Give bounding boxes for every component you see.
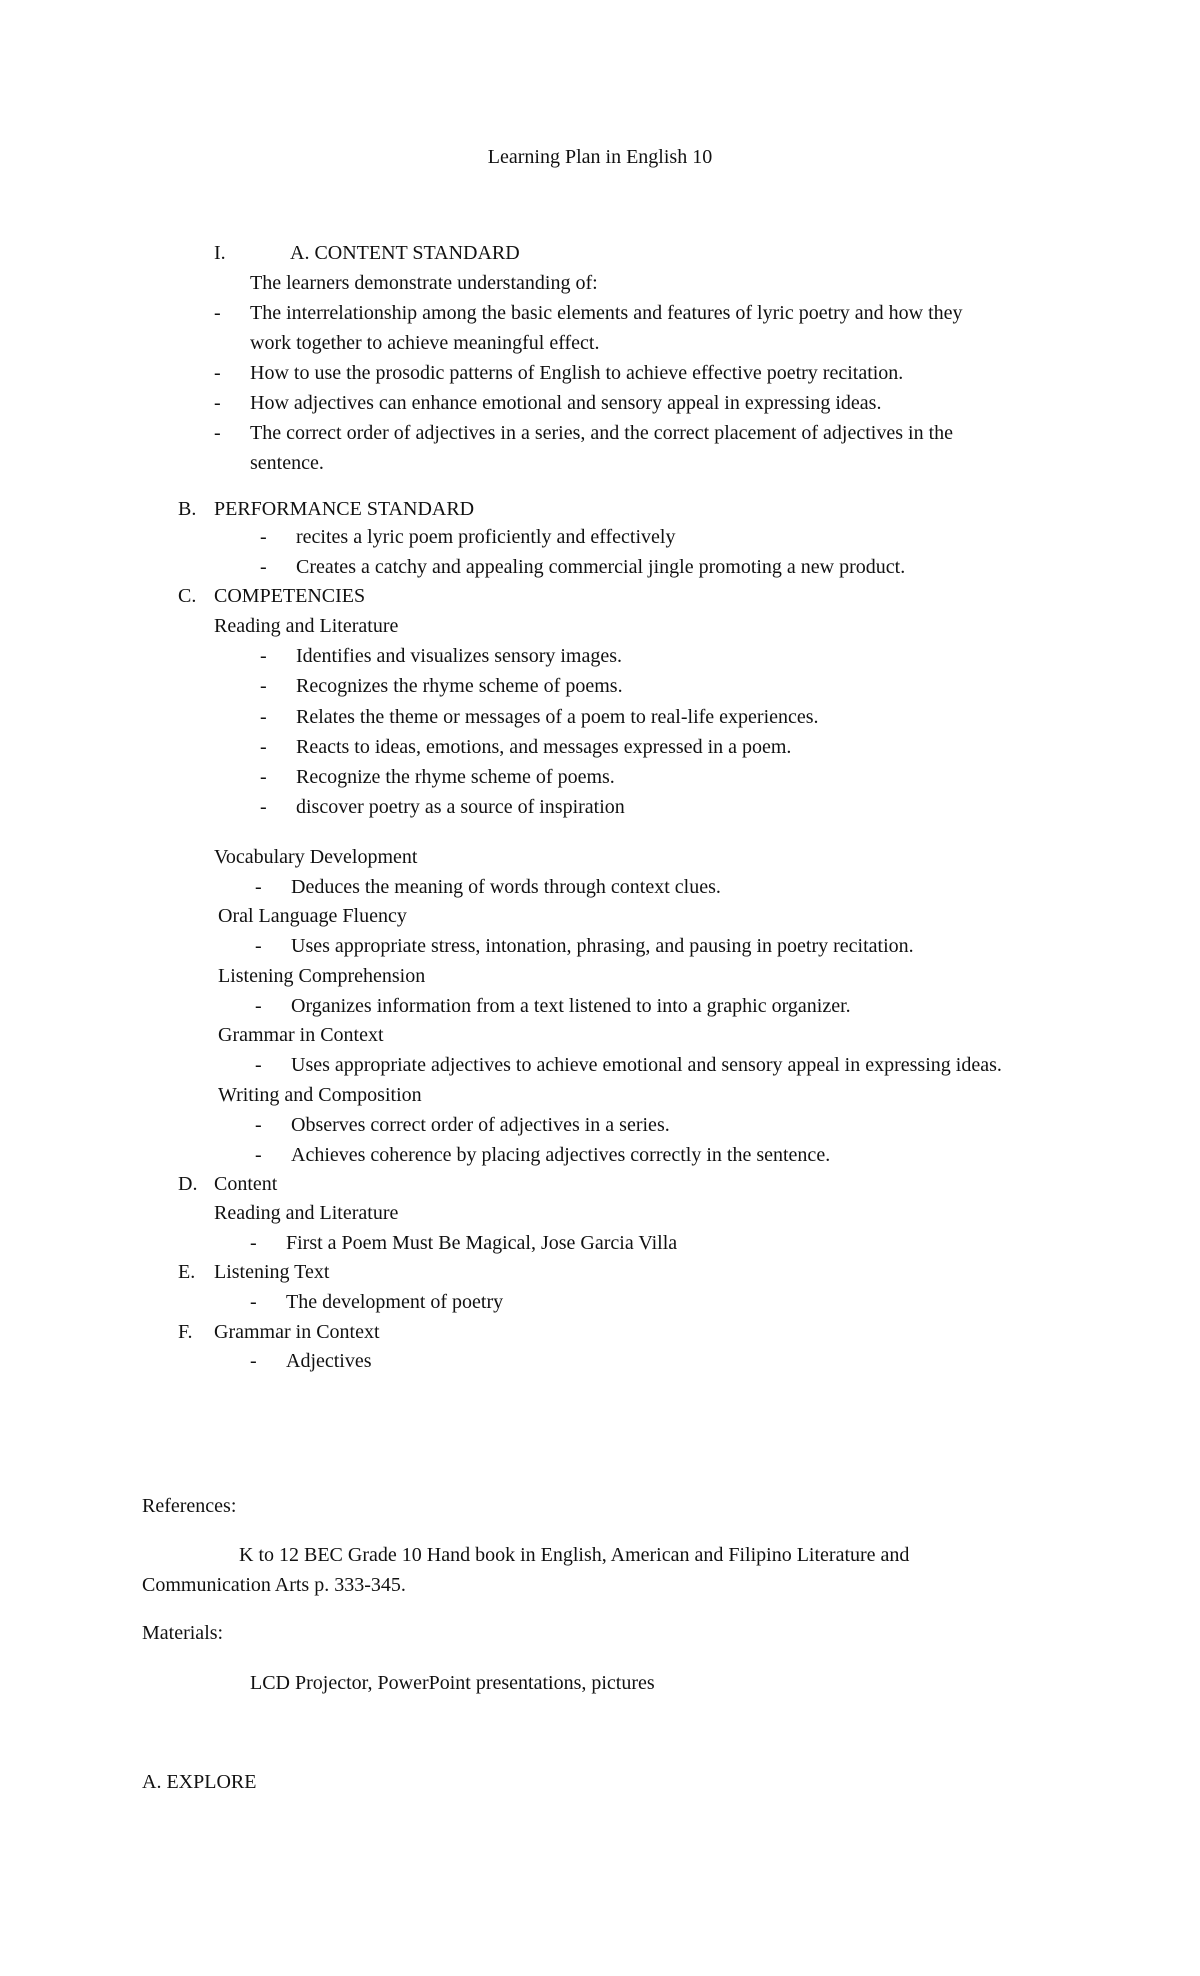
content-item: First a Poem Must Be Magical, Jose Garcia Villa: [286, 1232, 678, 1254]
competency-item: Uses appropriate adjectives to achieve emotional and sensory appeal in expressing ideas.: [291, 1054, 1002, 1076]
competency-group-label: Vocabulary Development: [214, 846, 418, 868]
competency-item: Observes correct order of adjectives in a series.: [291, 1114, 670, 1136]
competency-group-label: Oral Language Fluency: [218, 905, 407, 927]
bullet-dash: -: [214, 302, 221, 324]
bullet-dash: -: [260, 556, 267, 578]
competency-item: Identifies and visualizes sensory images.: [296, 645, 623, 667]
listening-text-heading: Listening Text: [214, 1261, 330, 1283]
section-i-numeral: I.: [214, 242, 226, 264]
competency-item: Deduces the meaning of words through context clues.: [291, 876, 721, 898]
performance-standard-item: recites a lyric poem proficiently and effectively: [296, 526, 676, 548]
section-c-letter: C.: [178, 585, 197, 607]
materials-label: Materials:: [142, 1622, 224, 1644]
bullet-dash: -: [255, 935, 262, 957]
content-standard-item-line: sentence.: [250, 452, 324, 474]
grammar-heading: Grammar in Context: [214, 1321, 380, 1343]
bullet-dash: -: [214, 392, 221, 414]
bullet-dash: -: [250, 1291, 257, 1313]
bullet-dash: -: [260, 766, 267, 788]
bullet-dash: -: [255, 995, 262, 1017]
bullet-dash: -: [260, 796, 267, 818]
bullet-dash: -: [260, 645, 267, 667]
content-standard-item-line: work together to achieve meaningful effect.: [250, 332, 600, 354]
content-standard-item-line: How to use the prosodic patterns of English to achieve effective poetry recitation.: [250, 362, 904, 384]
references-line: Communication Arts p. 333-345.: [142, 1574, 406, 1596]
competency-group-label: Listening Comprehension: [218, 965, 426, 987]
bullet-dash: -: [260, 706, 267, 728]
listening-text-item: The development of poetry: [286, 1291, 504, 1313]
competency-item: Recognizes the rhyme scheme of poems.: [296, 675, 623, 697]
bullet-dash: -: [260, 736, 267, 758]
bullet-dash: -: [250, 1350, 257, 1372]
content-heading: Content: [214, 1173, 278, 1195]
content-sub-label: Reading and Literature: [214, 1202, 399, 1224]
bullet-dash: -: [255, 1144, 262, 1166]
content-standard-heading: A. CONTENT STANDARD: [290, 242, 520, 264]
content-standard-item-line: The interrelationship among the basic elements and features of lyric poetry and how they: [250, 302, 963, 324]
section-b-letter: B.: [178, 498, 197, 520]
competency-item: Uses appropriate stress, intonation, phrasing, and pausing in poetry recitation.: [291, 935, 914, 957]
bullet-dash: -: [214, 362, 221, 384]
bullet-dash: -: [214, 422, 221, 444]
bullet-dash: -: [255, 1114, 262, 1136]
competency-item: Organizes information from a text listened to into a graphic organizer.: [291, 995, 851, 1017]
references-line: K to 12 BEC Grade 10 Hand book in English, American and Filipino Literature and: [239, 1544, 910, 1566]
competency-item: Relates the theme or messages of a poem to real-life experiences.: [296, 706, 819, 728]
grammar-item: Adjectives: [286, 1350, 372, 1372]
competency-group-label: Reading and Literature: [214, 615, 399, 637]
bullet-dash: -: [260, 526, 267, 548]
content-standard-item-line: The correct order of adjectives in a series, and the correct placement of adjectives in the: [250, 422, 953, 444]
competency-item: discover poetry as a source of inspiration: [296, 796, 625, 818]
competencies-heading: COMPETENCIES: [214, 585, 366, 607]
section-e-letter: E.: [178, 1261, 196, 1283]
competency-group-label: Writing and Composition: [218, 1084, 422, 1106]
competency-item: Achieves coherence by placing adjectives correctly in the sentence.: [291, 1144, 831, 1166]
content-standard-item-line: How adjectives can enhance emotional and sensory appeal in expressing ideas.: [250, 392, 882, 414]
bullet-dash: -: [260, 675, 267, 697]
page-title: Learning Plan in English 10: [487, 146, 713, 168]
section-d-letter: D.: [178, 1173, 198, 1195]
competency-item: Reacts to ideas, emotions, and messages expressed in a poem.: [296, 736, 792, 758]
competency-item: Recognize the rhyme scheme of poems.: [296, 766, 615, 788]
performance-standard-item: Creates a catchy and appealing commercial jingle promoting a new product.: [296, 556, 906, 578]
explore-heading: A. EXPLORE: [142, 1771, 257, 1793]
performance-standard-heading: PERFORMANCE STANDARD: [214, 498, 475, 520]
bullet-dash: -: [255, 876, 262, 898]
section-f-letter: F.: [178, 1321, 193, 1343]
bullet-dash: -: [250, 1232, 257, 1254]
references-label: References:: [142, 1495, 237, 1517]
bullet-dash: -: [255, 1054, 262, 1076]
materials-text: LCD Projector, PowerPoint presentations, pictures: [250, 1672, 655, 1694]
content-standard-intro: The learners demonstrate understanding of:: [250, 272, 598, 294]
competency-group-label: Grammar in Context: [218, 1024, 384, 1046]
